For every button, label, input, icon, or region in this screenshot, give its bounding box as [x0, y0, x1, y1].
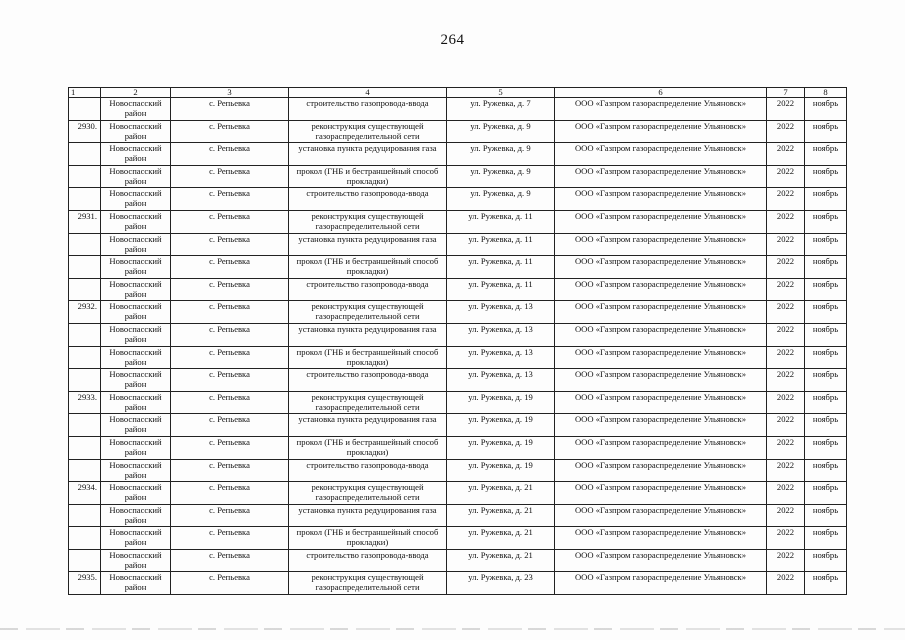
- village-cell: с. Репьевка: [171, 98, 289, 121]
- table-row: [69, 391, 847, 414]
- works-table: [68, 87, 847, 595]
- district-cell: Новоспасский район: [101, 165, 171, 188]
- district-cell: Новоспасский район: [101, 369, 171, 392]
- organization-cell: ООО «Газпром газораспределение Ульяновск»: [555, 301, 767, 324]
- organization-cell: ООО «Газпром газораспределение Ульяновск»: [555, 436, 767, 459]
- work-type-cell: установка пункта редуцирования газа: [289, 233, 447, 256]
- district-cell: Новоспасский район: [101, 210, 171, 233]
- row-number-cell: [69, 459, 101, 482]
- village-cell: с. Репьевка: [171, 391, 289, 414]
- address-cell: ул. Ружевка, д. 21: [447, 527, 555, 550]
- address-cell: ул. Ружевка, д. 19: [447, 414, 555, 437]
- month-cell: ноябрь: [805, 504, 847, 527]
- month-cell: ноябрь: [805, 233, 847, 256]
- year-cell: 2022: [767, 391, 805, 414]
- table-row: [69, 369, 847, 392]
- village-cell: с. Репьевка: [171, 414, 289, 437]
- organization-cell: ООО «Газпром газораспределение Ульяновск»: [555, 165, 767, 188]
- village-cell: с. Репьевка: [171, 482, 289, 505]
- organization-cell: ООО «Газпром газораспределение Ульяновск»: [555, 414, 767, 437]
- work-type-cell: реконструкция существующей газораспределительной сети: [289, 482, 447, 505]
- village-cell: с. Репьевка: [171, 256, 289, 279]
- district-cell: Новоспасский район: [101, 572, 171, 595]
- work-type-cell: реконструкция существующей газораспределительной сети: [289, 301, 447, 324]
- table-row: [69, 233, 847, 256]
- address-cell: ул. Ружевка, д. 9: [447, 143, 555, 166]
- organization-cell: ООО «Газпром газораспределение Ульяновск»: [555, 278, 767, 301]
- month-cell: ноябрь: [805, 414, 847, 437]
- column-header-4: 4: [289, 88, 447, 98]
- year-cell: 2022: [767, 369, 805, 392]
- year-cell: 2022: [767, 301, 805, 324]
- organization-cell: ООО «Газпром газораспределение Ульяновск»: [555, 527, 767, 550]
- village-cell: с. Репьевка: [171, 120, 289, 143]
- row-number-cell: [69, 165, 101, 188]
- year-cell: 2022: [767, 210, 805, 233]
- row-number-cell: [69, 549, 101, 572]
- village-cell: с. Репьевка: [171, 143, 289, 166]
- row-number-cell: [69, 98, 101, 121]
- address-cell: ул. Ружевка, д. 7: [447, 98, 555, 121]
- district-cell: Новоспасский район: [101, 323, 171, 346]
- district-cell: Новоспасский район: [101, 504, 171, 527]
- address-cell: ул. Ружевка, д. 21: [447, 504, 555, 527]
- work-type-cell: строительство газопровода-ввода: [289, 188, 447, 211]
- organization-cell: ООО «Газпром газораспределение Ульяновск»: [555, 369, 767, 392]
- work-type-cell: установка пункта редуцирования газа: [289, 323, 447, 346]
- month-cell: ноябрь: [805, 369, 847, 392]
- year-cell: 2022: [767, 482, 805, 505]
- year-cell: 2022: [767, 120, 805, 143]
- address-cell: ул. Ружевка, д. 23: [447, 572, 555, 595]
- work-type-cell: строительство газопровода-ввода: [289, 459, 447, 482]
- month-cell: ноябрь: [805, 278, 847, 301]
- address-cell: ул. Ружевка, д. 9: [447, 188, 555, 211]
- row-number-cell: [69, 256, 101, 279]
- organization-cell: ООО «Газпром газораспределение Ульяновск»: [555, 323, 767, 346]
- village-cell: с. Репьевка: [171, 436, 289, 459]
- village-cell: с. Репьевка: [171, 188, 289, 211]
- village-cell: с. Репьевка: [171, 527, 289, 550]
- table-row: [69, 278, 847, 301]
- table-row: [69, 459, 847, 482]
- table-row: [69, 98, 847, 121]
- year-cell: 2022: [767, 165, 805, 188]
- month-cell: ноябрь: [805, 98, 847, 121]
- month-cell: ноябрь: [805, 165, 847, 188]
- row-number-cell: 2932.: [69, 301, 101, 324]
- row-number-cell: [69, 414, 101, 437]
- address-cell: ул. Ружевка, д. 11: [447, 210, 555, 233]
- month-cell: ноябрь: [805, 188, 847, 211]
- work-type-cell: прокол (ГНБ и бестраншейный способ прокладки): [289, 256, 447, 279]
- organization-cell: ООО «Газпром газораспределение Ульяновск»: [555, 120, 767, 143]
- organization-cell: ООО «Газпром газораспределение Ульяновск»: [555, 210, 767, 233]
- row-number-cell: [69, 346, 101, 369]
- organization-cell: ООО «Газпром газораспределение Ульяновск»: [555, 143, 767, 166]
- village-cell: с. Репьевка: [171, 278, 289, 301]
- district-cell: Новоспасский район: [101, 188, 171, 211]
- month-cell: ноябрь: [805, 323, 847, 346]
- work-type-cell: прокол (ГНБ и бестраншейный способ прокладки): [289, 527, 447, 550]
- year-cell: 2022: [767, 436, 805, 459]
- organization-cell: ООО «Газпром газораспределение Ульяновск»: [555, 572, 767, 595]
- month-cell: ноябрь: [805, 459, 847, 482]
- table-row: [69, 549, 847, 572]
- address-cell: ул. Ружевка, д. 13: [447, 346, 555, 369]
- village-cell: с. Репьевка: [171, 459, 289, 482]
- table-row: [69, 256, 847, 279]
- district-cell: Новоспасский район: [101, 301, 171, 324]
- village-cell: с. Репьевка: [171, 233, 289, 256]
- year-cell: 2022: [767, 527, 805, 550]
- work-type-cell: строительство газопровода-ввода: [289, 369, 447, 392]
- column-header-5: 5: [447, 88, 555, 98]
- table-row: [69, 504, 847, 527]
- district-cell: Новоспасский район: [101, 482, 171, 505]
- work-type-cell: реконструкция существующей газораспределительной сети: [289, 120, 447, 143]
- work-type-cell: строительство газопровода-ввода: [289, 278, 447, 301]
- address-cell: ул. Ружевка, д. 9: [447, 120, 555, 143]
- work-type-cell: прокол (ГНБ и бестраншейный способ прокладки): [289, 436, 447, 459]
- village-cell: с. Репьевка: [171, 504, 289, 527]
- organization-cell: ООО «Газпром газораспределение Ульяновск»: [555, 549, 767, 572]
- month-cell: ноябрь: [805, 391, 847, 414]
- work-type-cell: строительство газопровода-ввода: [289, 549, 447, 572]
- month-cell: ноябрь: [805, 482, 847, 505]
- table-row: [69, 323, 847, 346]
- work-type-cell: установка пункта редуцирования газа: [289, 504, 447, 527]
- work-type-cell: прокол (ГНБ и бестраншейный способ прокладки): [289, 346, 447, 369]
- village-cell: с. Репьевка: [171, 346, 289, 369]
- district-cell: Новоспасский район: [101, 233, 171, 256]
- row-number-cell: [69, 436, 101, 459]
- work-type-cell: реконструкция существующей газораспределительной сети: [289, 210, 447, 233]
- district-cell: Новоспасский район: [101, 278, 171, 301]
- column-header-1: 1: [69, 88, 101, 98]
- district-cell: Новоспасский район: [101, 459, 171, 482]
- work-type-cell: прокол (ГНБ и бестраншейный способ прокладки): [289, 165, 447, 188]
- table-row: [69, 165, 847, 188]
- district-cell: Новоспасский район: [101, 256, 171, 279]
- table-row: [69, 346, 847, 369]
- year-cell: 2022: [767, 278, 805, 301]
- table-row: [69, 301, 847, 324]
- month-cell: ноябрь: [805, 346, 847, 369]
- scan-edge-artifact: [0, 628, 905, 630]
- district-cell: Новоспасский район: [101, 120, 171, 143]
- column-header-3: 3: [171, 88, 289, 98]
- address-cell: ул. Ружевка, д. 19: [447, 436, 555, 459]
- table-row: [69, 482, 847, 505]
- village-cell: с. Репьевка: [171, 210, 289, 233]
- month-cell: ноябрь: [805, 527, 847, 550]
- table-row: [69, 188, 847, 211]
- year-cell: 2022: [767, 98, 805, 121]
- address-cell: ул. Ружевка, д. 9: [447, 165, 555, 188]
- address-cell: ул. Ружевка, д. 21: [447, 549, 555, 572]
- month-cell: ноябрь: [805, 256, 847, 279]
- year-cell: 2022: [767, 233, 805, 256]
- district-cell: Новоспасский район: [101, 414, 171, 437]
- district-cell: Новоспасский район: [101, 527, 171, 550]
- month-cell: ноябрь: [805, 572, 847, 595]
- year-cell: 2022: [767, 572, 805, 595]
- work-type-cell: реконструкция существующей газораспределительной сети: [289, 391, 447, 414]
- village-cell: с. Репьевка: [171, 301, 289, 324]
- row-number-cell: 2931.: [69, 210, 101, 233]
- page-number: 264: [440, 32, 465, 48]
- district-cell: Новоспасский район: [101, 391, 171, 414]
- organization-cell: ООО «Газпром газораспределение Ульяновск»: [555, 482, 767, 505]
- address-cell: ул. Ружевка, д. 11: [447, 233, 555, 256]
- district-cell: Новоспасский район: [101, 549, 171, 572]
- row-number-cell: 2934.: [69, 482, 101, 505]
- year-cell: 2022: [767, 323, 805, 346]
- row-number-cell: [69, 369, 101, 392]
- address-cell: ул. Ружевка, д. 19: [447, 391, 555, 414]
- district-cell: Новоспасский район: [101, 98, 171, 121]
- address-cell: ул. Ружевка, д. 11: [447, 256, 555, 279]
- table-row: [69, 210, 847, 233]
- address-cell: ул. Ружевка, д. 11: [447, 278, 555, 301]
- village-cell: с. Репьевка: [171, 323, 289, 346]
- address-cell: ул. Ружевка, д. 13: [447, 369, 555, 392]
- column-header-2: 2: [101, 88, 171, 98]
- year-cell: 2022: [767, 549, 805, 572]
- row-number-cell: 2930.: [69, 120, 101, 143]
- address-cell: ул. Ружевка, д. 19: [447, 459, 555, 482]
- table-body: [69, 98, 847, 595]
- organization-cell: ООО «Газпром газораспределение Ульяновск»: [555, 346, 767, 369]
- row-number-cell: [69, 233, 101, 256]
- table-row: [69, 120, 847, 143]
- address-cell: ул. Ружевка, д. 21: [447, 482, 555, 505]
- column-header-6: 6: [555, 88, 767, 98]
- row-number-cell: [69, 527, 101, 550]
- row-number-cell: [69, 188, 101, 211]
- address-cell: ул. Ружевка, д. 13: [447, 323, 555, 346]
- village-cell: с. Репьевка: [171, 549, 289, 572]
- row-number-cell: 2935.: [69, 572, 101, 595]
- row-number-cell: 2933.: [69, 391, 101, 414]
- address-cell: ул. Ружевка, д. 13: [447, 301, 555, 324]
- organization-cell: ООО «Газпром газораспределение Ульяновск»: [555, 188, 767, 211]
- organization-cell: ООО «Газпром газораспределение Ульяновск»: [555, 256, 767, 279]
- year-cell: 2022: [767, 504, 805, 527]
- column-header-7: 7: [767, 88, 805, 98]
- district-cell: Новоспасский район: [101, 143, 171, 166]
- row-number-cell: [69, 323, 101, 346]
- district-cell: Новоспасский район: [101, 436, 171, 459]
- organization-cell: ООО «Газпром газораспределение Ульяновск»: [555, 233, 767, 256]
- month-cell: ноябрь: [805, 436, 847, 459]
- month-cell: ноябрь: [805, 143, 847, 166]
- row-number-cell: [69, 143, 101, 166]
- month-cell: ноябрь: [805, 301, 847, 324]
- work-type-cell: установка пункта редуцирования газа: [289, 143, 447, 166]
- year-cell: 2022: [767, 188, 805, 211]
- table-row: [69, 414, 847, 437]
- row-number-cell: [69, 278, 101, 301]
- table-header-row: [69, 88, 847, 98]
- column-header-8: 8: [805, 88, 847, 98]
- work-type-cell: реконструкция существующей газораспределительной сети: [289, 572, 447, 595]
- organization-cell: ООО «Газпром газораспределение Ульяновск»: [555, 391, 767, 414]
- year-cell: 2022: [767, 459, 805, 482]
- year-cell: 2022: [767, 414, 805, 437]
- table-row: [69, 436, 847, 459]
- year-cell: 2022: [767, 256, 805, 279]
- village-cell: с. Репьевка: [171, 369, 289, 392]
- month-cell: ноябрь: [805, 549, 847, 572]
- organization-cell: ООО «Газпром газораспределение Ульяновск»: [555, 98, 767, 121]
- work-type-cell: строительство газопровода-ввода: [289, 98, 447, 121]
- district-cell: Новоспасский район: [101, 346, 171, 369]
- month-cell: ноябрь: [805, 210, 847, 233]
- table-row: [69, 527, 847, 550]
- year-cell: 2022: [767, 143, 805, 166]
- village-cell: с. Репьевка: [171, 572, 289, 595]
- organization-cell: ООО «Газпром газораспределение Ульяновск»: [555, 504, 767, 527]
- month-cell: ноябрь: [805, 120, 847, 143]
- organization-cell: ООО «Газпром газораспределение Ульяновск»: [555, 459, 767, 482]
- table-row: [69, 572, 847, 595]
- year-cell: 2022: [767, 346, 805, 369]
- work-type-cell: установка пункта редуцирования газа: [289, 414, 447, 437]
- village-cell: с. Репьевка: [171, 165, 289, 188]
- row-number-cell: [69, 504, 101, 527]
- table-row: [69, 143, 847, 166]
